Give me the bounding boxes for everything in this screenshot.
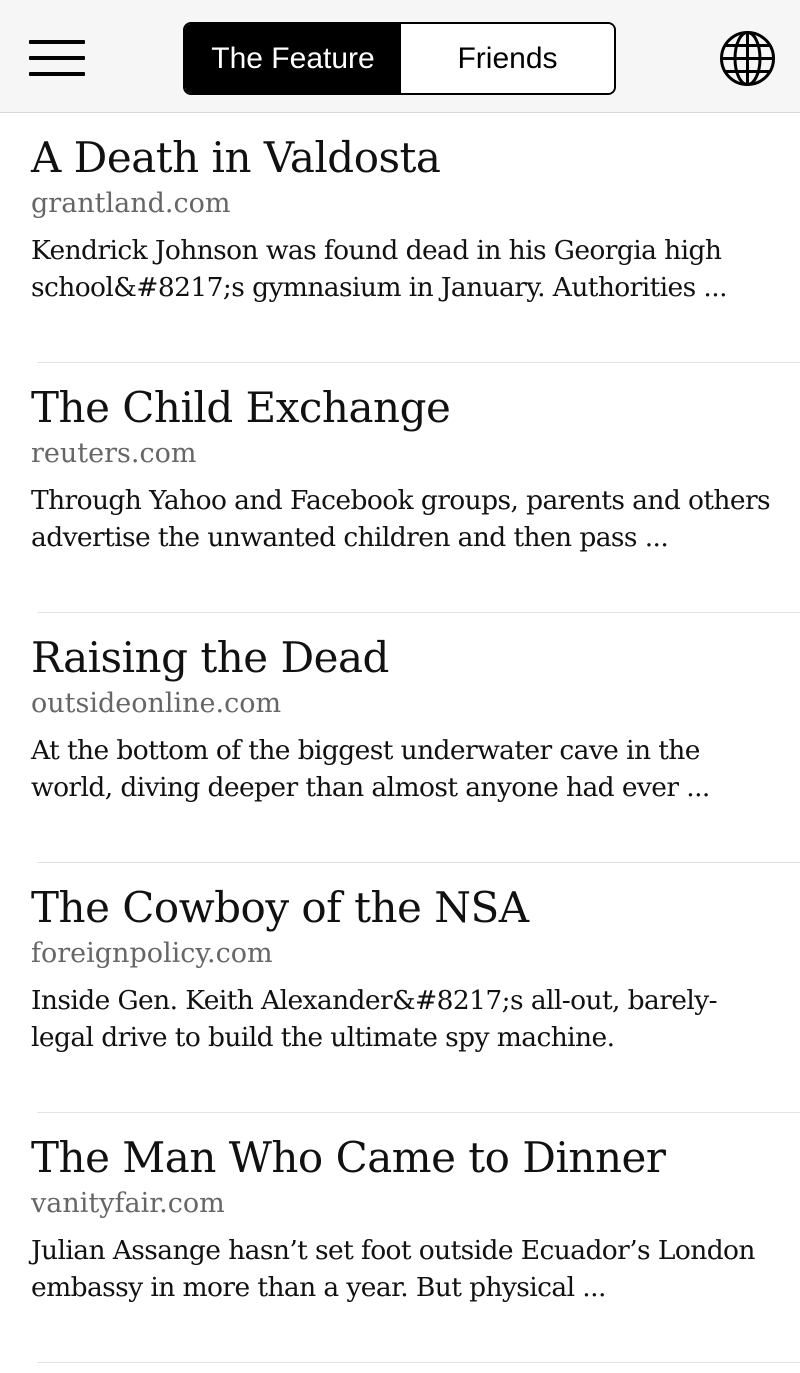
article-title: The Child Exchange (31, 383, 451, 432)
hamburger-menu-icon[interactable] (29, 40, 85, 78)
article-divider (37, 1362, 800, 1363)
article-title: The Cowboy of the NSA (31, 883, 529, 932)
top-navigation-bar (0, 0, 800, 113)
article-list-item[interactable] (0, 363, 800, 613)
article-title: Raising the Dead (31, 633, 389, 682)
article-summary: Through Yahoo and Facebook groups, parents and others advertise the unwanted children and then pass ... (31, 485, 771, 553)
article-list-item[interactable] (0, 113, 800, 363)
article-summary: Kendrick Johnson was found dead in his Georgia high school&#8217;s gymnasium in January. Authorities ... (31, 235, 727, 303)
article-source: outsideonline.com (31, 688, 282, 719)
article-summary: At the bottom of the biggest underwater cave in the world, diving deeper than almost anyone had ever ... (31, 735, 710, 803)
feed-segmented-control (183, 22, 616, 95)
article-list-item[interactable] (0, 1113, 800, 1363)
tab-friends[interactable]: Friends (401, 24, 614, 93)
article-feed-list (0, 113, 800, 1363)
article-summary: Inside Gen. Keith Alexander&#8217;s all-out, barely-legal drive to build the ultimate spy machine. (31, 985, 717, 1053)
tab-the-feature[interactable]: The Feature (185, 24, 401, 93)
article-list-item[interactable] (0, 613, 800, 863)
article-source: reuters.com (31, 438, 197, 469)
article-list-item[interactable] (0, 863, 800, 1113)
article-source: foreignpolicy.com (31, 938, 273, 969)
globe-icon[interactable] (719, 30, 776, 87)
article-title: A Death in Valdosta (31, 133, 441, 182)
article-summary: Julian Assange hasn’t set foot outside Ecuador’s London embassy in more than a year. But physical ... (31, 1235, 755, 1303)
article-source: grantland.com (31, 188, 231, 219)
article-source: vanityfair.com (31, 1188, 225, 1219)
article-title: The Man Who Came to Dinner (31, 1133, 666, 1182)
